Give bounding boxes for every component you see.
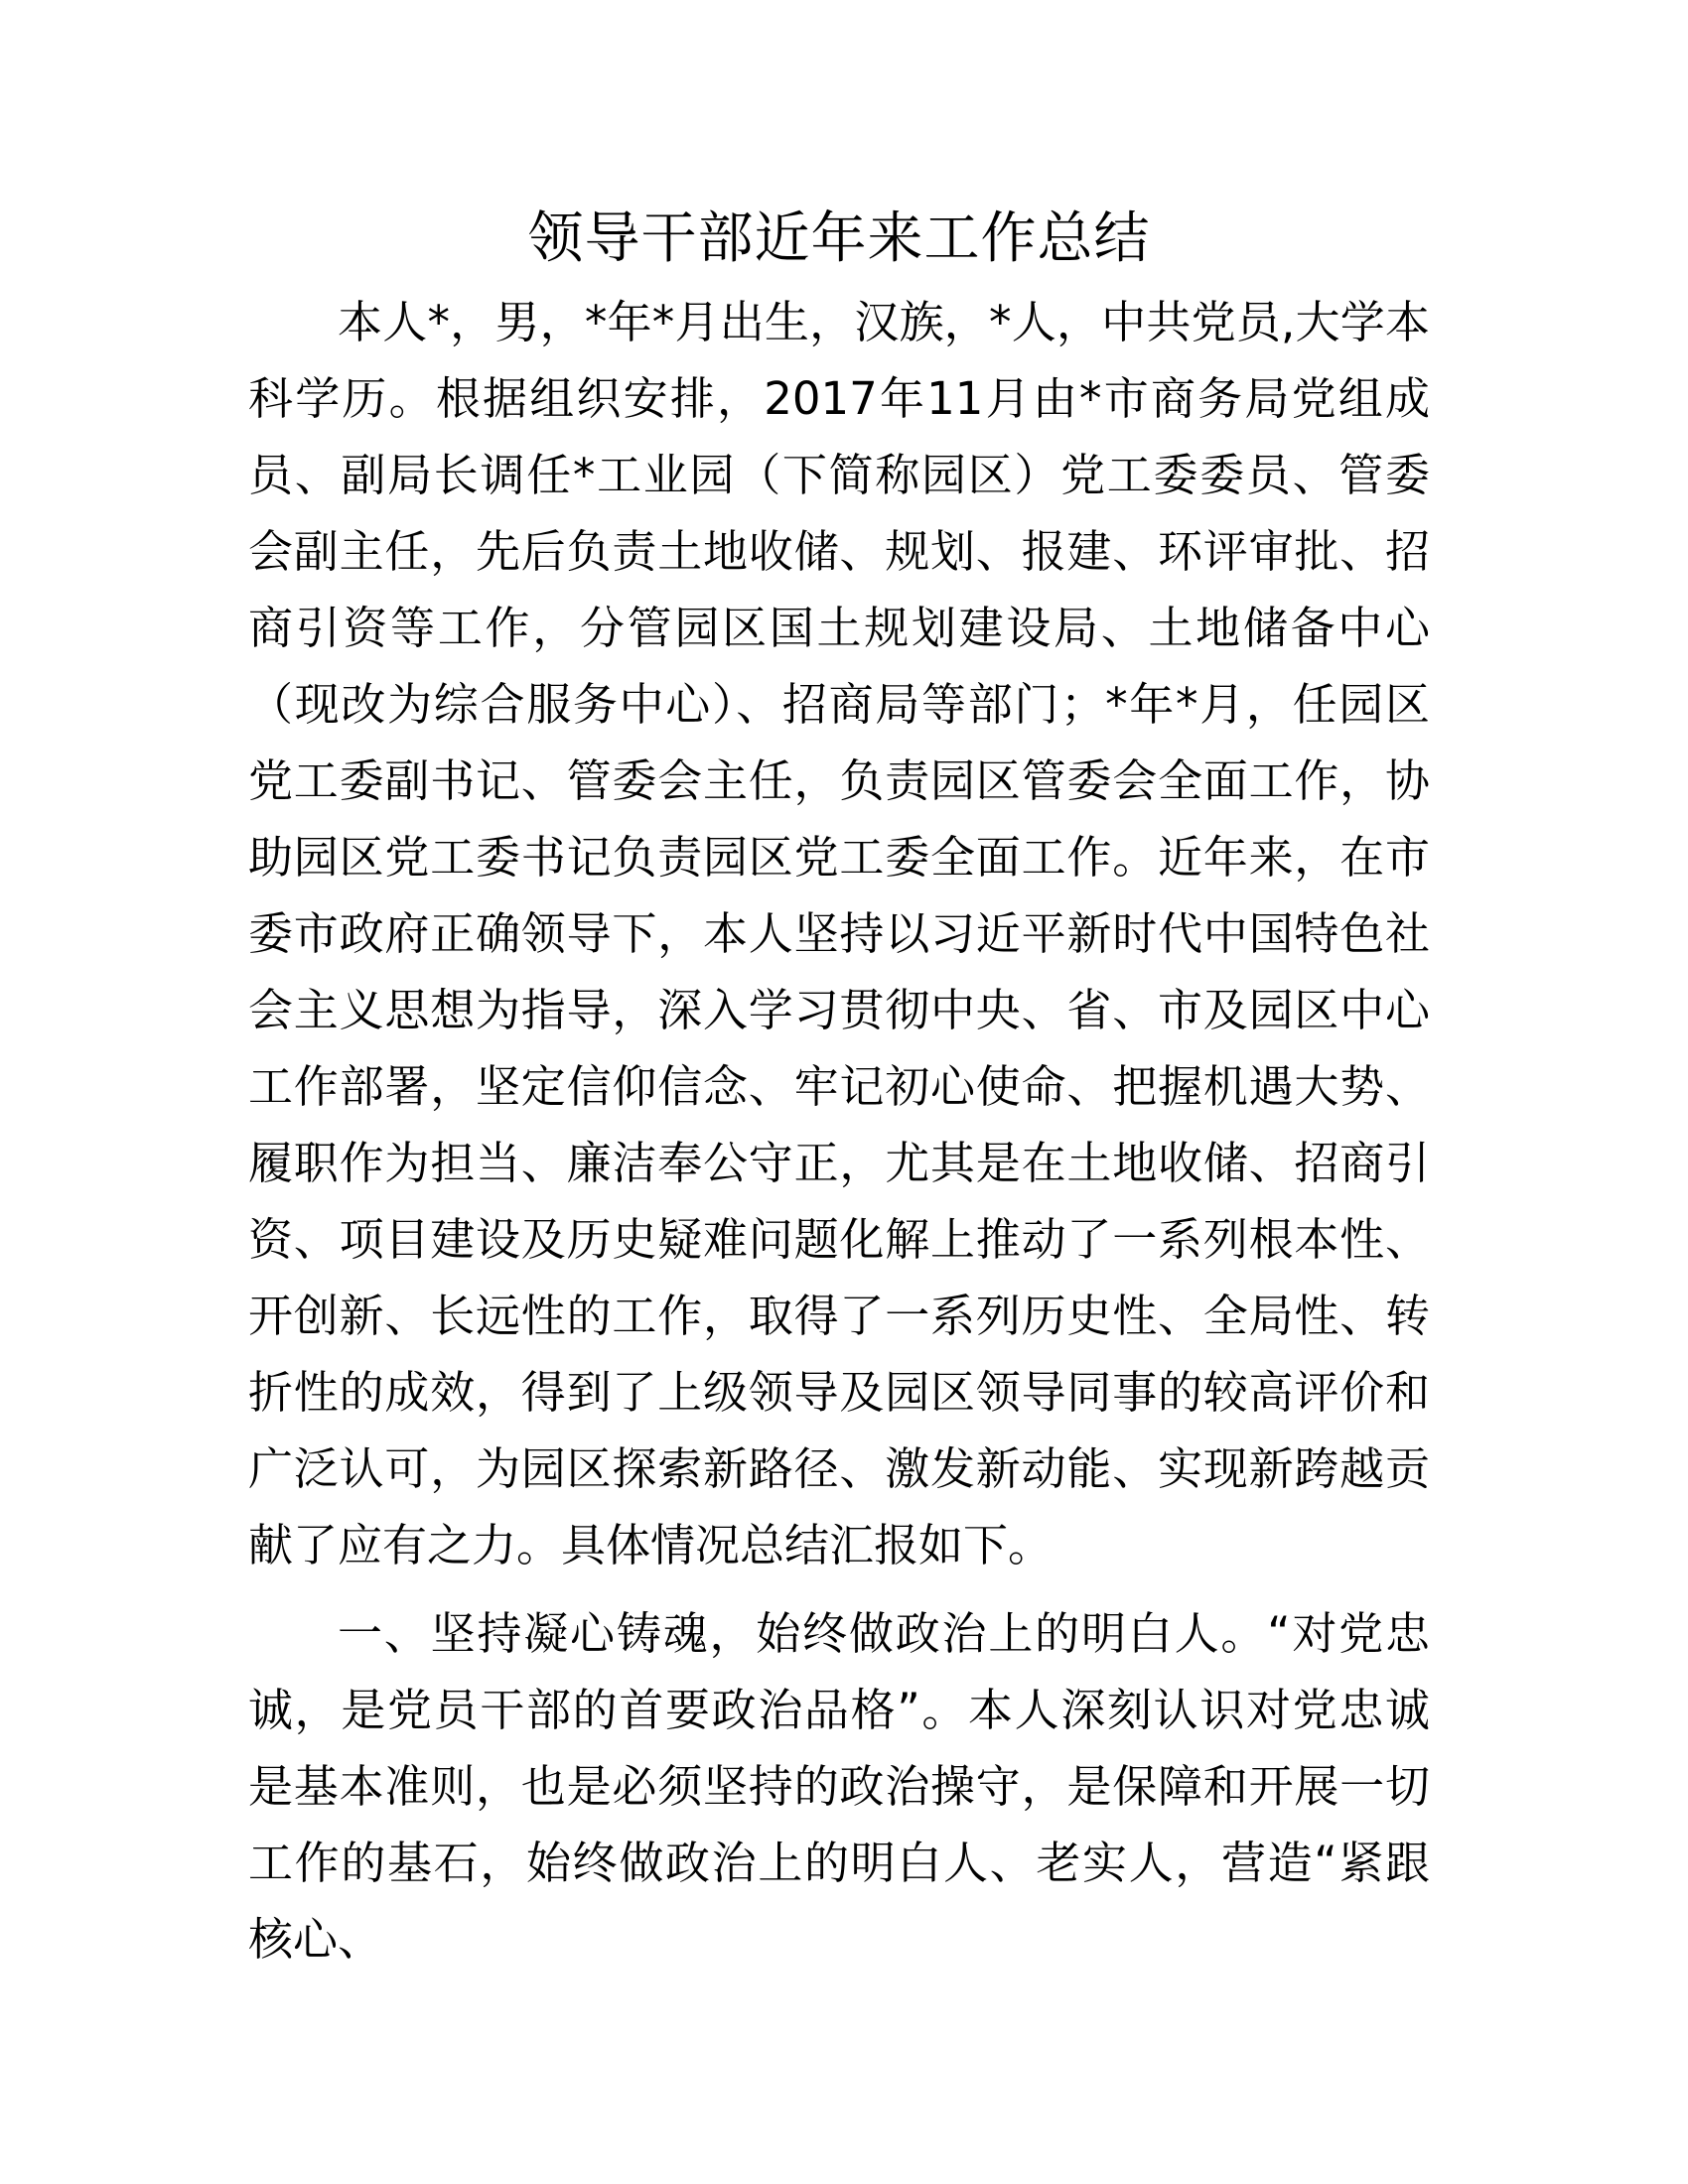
document-title: 领导干部近年来工作总结 xyxy=(527,206,1151,271)
paragraph-intro: 本人*，男，*年*月出生，汉族，*人，中共党员,大学本科学历。根据组织安排，2017年11月由*市商务局党组成员、副局长调任*工业园（下简称园区）党工委委员、管委会副主任，先后负责土地收储、规划、报建、环评审批、招商引资等工作，分管园区国土规划建设局、土地储备中心（现改为综合服务中心）、招商局等部门；*年*月，任园区党工委副书记、管委会主任，负责园区管委会全面工作，协助园区党工委书记负责园区党工委全面工作。近年来，在市委市政府正确领导下，本人坚持以习近平新时代中国特色社会主义思想为指导，深入学习贯彻中央、省、市及园区中心工作部署，坚定信仰信念、牢记初心使命、把握机遇大势、履职作为担当、廉洁奉公守正，尤其是在土地收储、招商引资、项目建设及历史疑难问题化解上推动了一系列根本性、开创新、长远性的工作，取得了一系列历史性、全局性、转折性的成效，得到了上级领导及园区领导同事的较高评价和广泛认可，为园区探索新路径、激发新动能、实现新跨越贡献了应有之力。具体情况总结汇报如下。 xyxy=(248,296,1430,1571)
paragraph-section-one: 一、坚持凝心铸魂，始终做政治上的明白人。“对党忠诚，是党员干部的首要政治品格”。本人深刻认识对党忠诚是基本准则，也是必须坚持的政治操守，是保障和开展一切工作的基石，始终做政治上的明白人、老实人，营造“紧跟核心、 xyxy=(248,1607,1430,1966)
document-body xyxy=(248,195,1430,1978)
